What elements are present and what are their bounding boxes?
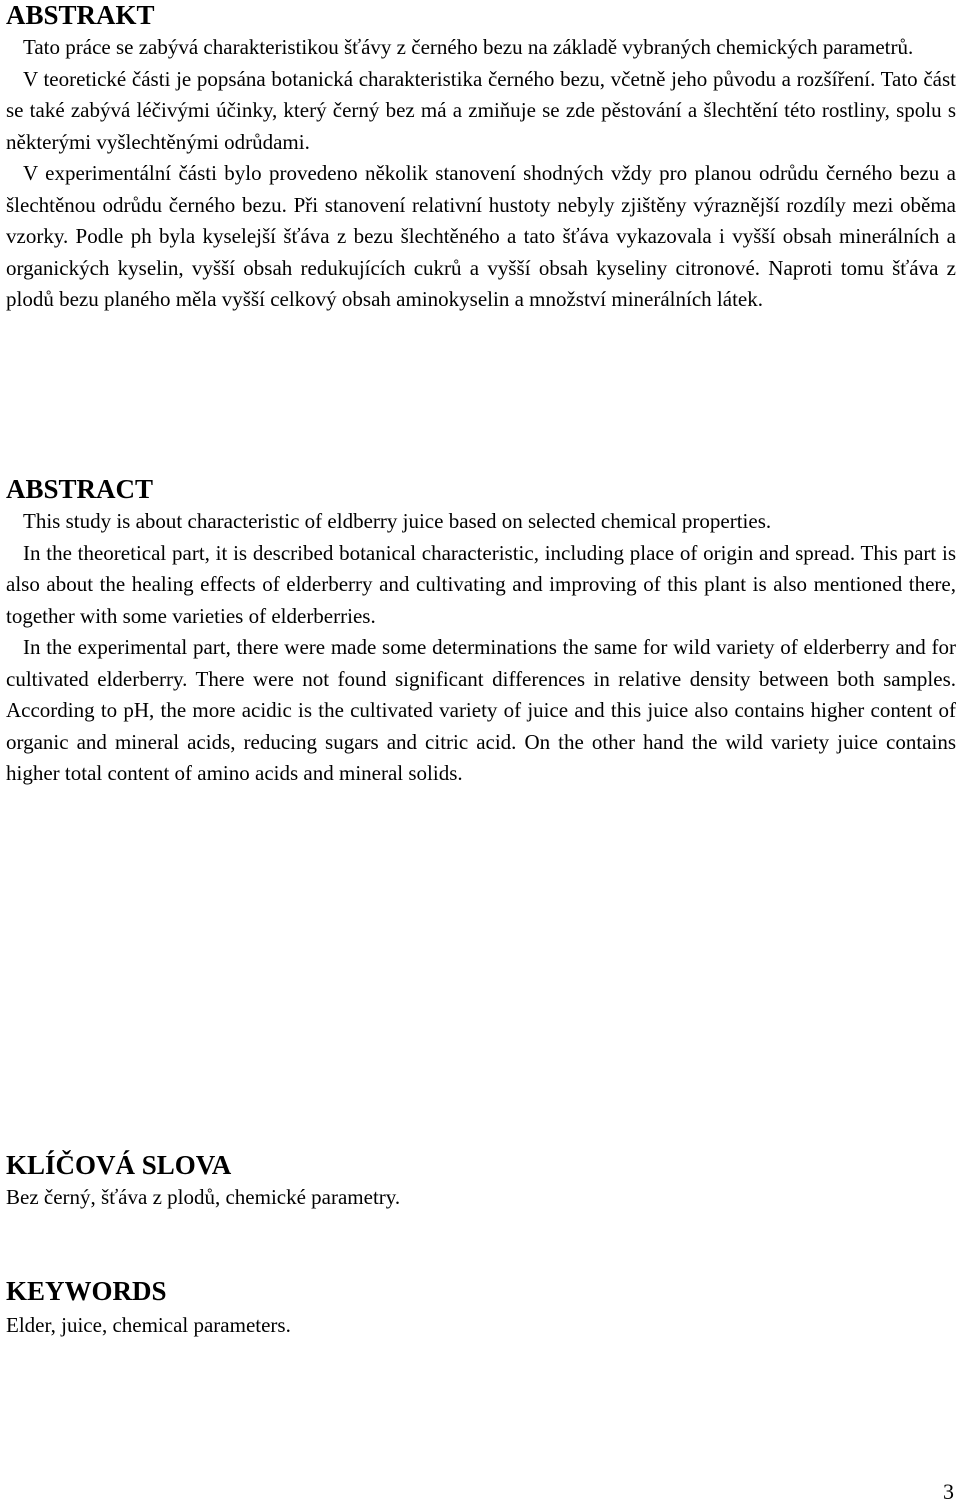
abstrakt-heading: ABSTRAKT: [6, 0, 155, 30]
klicova-slova-body: [6, 1182, 956, 1214]
abstract-paragraph: In the theoretical part, it is described botanical characteristic, including place of origin and spread. This part is also about the healing effects of elderberry and cultivating and improving of this plant is also mentioned there, together with some varieties of elderberries.: [6, 540, 956, 628]
klicova-slova-heading: KLÍČOVÁ SLOVA: [6, 1150, 232, 1180]
keywords-text: Elder, juice, chemical parameters.: [6, 1313, 291, 1337]
abstract-body: [6, 506, 956, 790]
abstract-paragraph: This study is about characteristic of eldberry juice based on selected chemical properties.: [23, 509, 772, 533]
abstrakt-paragraph: V experimentální části bylo provedeno několik stanovení shodných vždy pro planou odrůdu černého bezu a šlechtěnou odrůdu černého bezu. Při stanovení relativní hustoty nebyly zjištěny výraznější rozdíly mezi oběma vzorky. Podle ph byla kyselejší šťáva z bezu šlechtěného a tato šťáva vykazovala i vyšší obsah minerálních a organických kyselin, vyšší obsah redukujících cukrů a vyšší obsah kyseliny citronové. Naproti tomu šťáva z plodů bezu planého měla vyšší celkový obsah aminokyselin a množství minerálních látek.: [6, 161, 956, 311]
keywords-heading: KEYWORDS: [6, 1276, 167, 1306]
page-number: 3: [943, 1479, 954, 1504]
abstract-paragraph: In the experimental part, there were made some determinations the same for wild variety of elderberry and for cultivated elderberry. There were not found significant differences in relative density between both samples. According to pH, the more acidic is the cultivated variety of juice and this juice also contains higher content of organic and mineral acids, reducing sugars and citric acid. On the other hand the wild variety juice contains higher total content of amino acids and mineral solids.: [6, 635, 956, 785]
abstrakt-paragraph: V teoretické části je popsána botanická charakteristika černého bezu, včetně jeho původu a rozšíření. Tato část se také zabývá léčivými účinky, který černý bez má a zmiňuje se zde pěstování a šlechtění této rostliny, spolu s některými vyšlechtěnými odrůdami.: [6, 66, 956, 154]
keywords-body: [6, 1310, 956, 1342]
klicova-slova-text: Bez černý, šťáva z plodů, chemické parametry.: [6, 1185, 401, 1209]
abstract-heading: ABSTRACT: [6, 474, 154, 504]
abstrakt-body: [6, 32, 956, 316]
abstrakt-paragraph: Tato práce se zabývá charakteristikou šťávy z černého bezu na základě vybraných chemických parametrů.: [23, 35, 914, 59]
